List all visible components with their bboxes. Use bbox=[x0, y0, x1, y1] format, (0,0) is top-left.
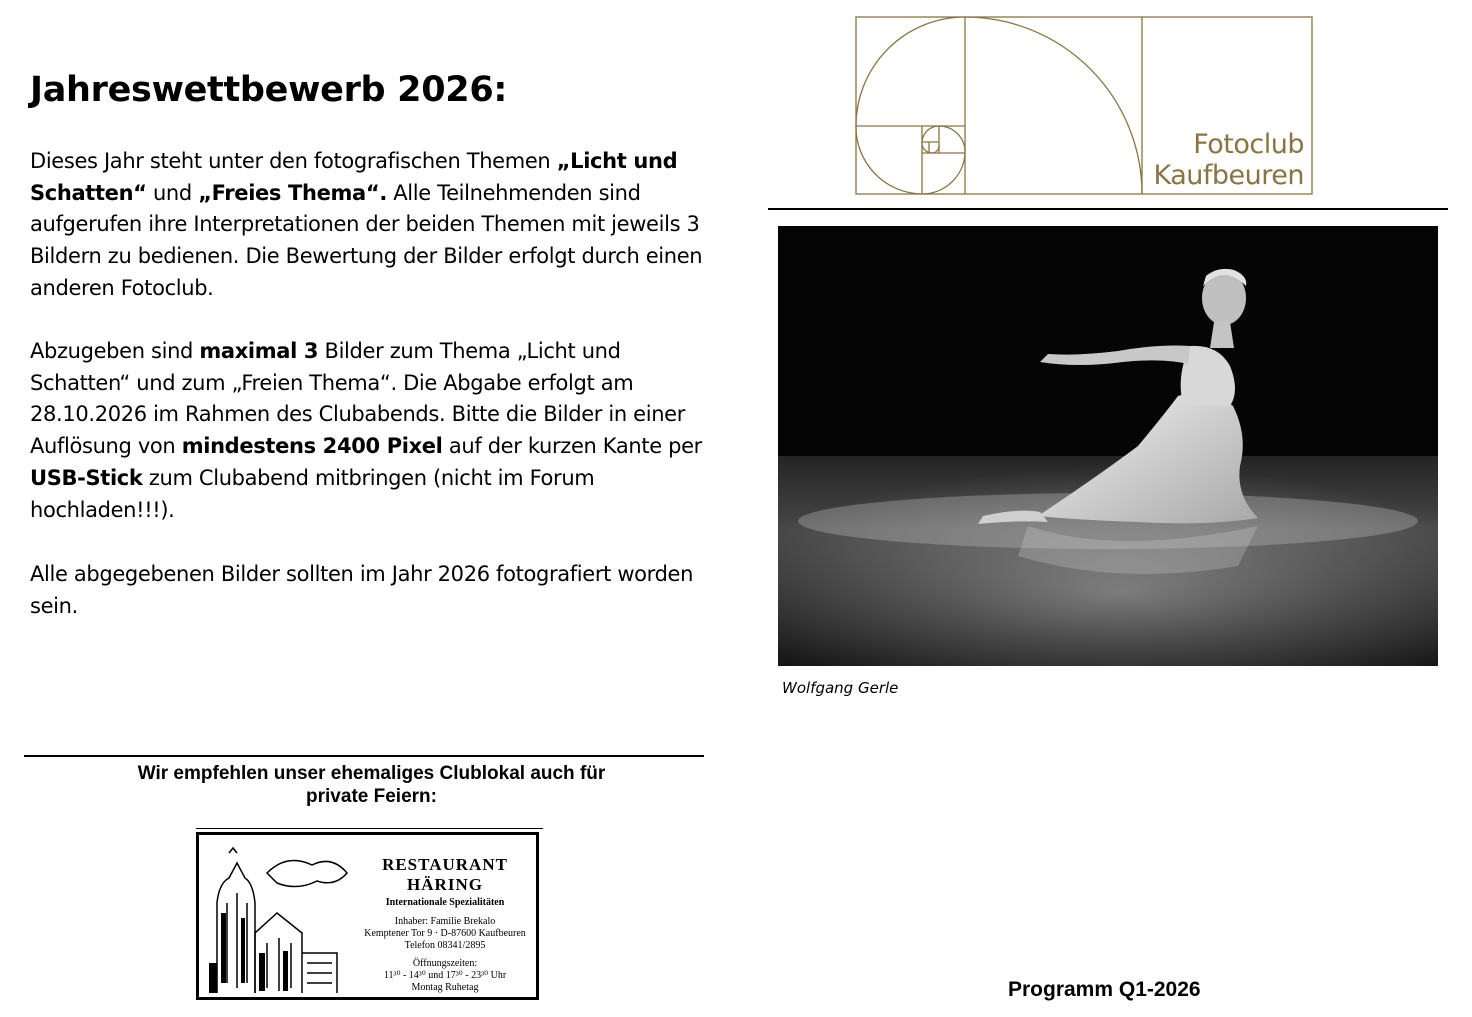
ad-top-line bbox=[196, 828, 543, 829]
fotoclub-logo bbox=[855, 16, 1313, 195]
restaurant-address: Kemptener Tor 9 · D-87600 Kaufbeuren bbox=[364, 928, 526, 939]
photo-caption: Wolfgang Gerle bbox=[782, 679, 899, 697]
closing-paragraph: Alle abgegebenen Bilder sollten im Jahr 2026 fotografiert worden sein. bbox=[30, 562, 694, 618]
program-footer: Programm Q1-2026 bbox=[1008, 978, 1201, 1001]
dancer-photo bbox=[778, 226, 1438, 666]
page-title: Jahreswettbewerb 2026: bbox=[30, 70, 508, 110]
restaurant-name-line2: HÄRING bbox=[407, 875, 483, 894]
recommendation-text bbox=[24, 762, 719, 808]
restaurant-rest-day: Montag Ruhetag bbox=[411, 982, 479, 993]
restaurant-owner: Inhaber: Familie Brekalo bbox=[394, 916, 496, 927]
restaurant-hours-label: Öffnungszeiten: bbox=[412, 958, 478, 969]
divider-top-right bbox=[768, 208, 1448, 210]
submission-paragraph: Abzugeben sind maximal 3 Bilder zum Thema „Licht und Schatten“ und zum „Freien Thema“. Die Abgabe erfolgt am 28.10.2026 im Rahmen des Clubabends. Bitte die Bilder in einer Auflösung von mindestens 2400 Pixel auf der kurzen Kante per USB-Stick zum Clubabend mitbringen (nicht im Forum hochladen!!!). bbox=[30, 339, 702, 522]
restaurant-name-line1: RESTAURANT bbox=[382, 855, 508, 874]
intro-paragraph: Dieses Jahr steht unter den fotografischen Themen „Licht und Schatten“ und „Freies Thema“. Alle Teilnehmenden sind aufgerufen ihre Interpretationen der beiden Themen mit jeweils 3 Bildern zu bedienen. Die Bewertung der Bilder erfolgt durch einen anderen Fotoclub. bbox=[30, 149, 703, 300]
logo-text-line1: Fotoclub bbox=[1193, 129, 1304, 160]
church-sketch-icon bbox=[207, 843, 357, 993]
logo-text-line2: Kaufbeuren bbox=[1153, 160, 1304, 191]
recommendation-line2: private Feiern: bbox=[306, 786, 437, 807]
restaurant-ad-text bbox=[357, 855, 533, 994]
recommendation-line1: Wir empfehlen unser ehemaliges Clublokal auch für bbox=[137, 763, 606, 784]
restaurant-subtitle: Internationale Spezialitäten bbox=[385, 897, 505, 908]
restaurant-hours: 11³⁰ - 14³⁰ und 17³⁰ - 23³⁰ Uhr bbox=[383, 970, 507, 981]
divider-bottom-left bbox=[24, 755, 704, 757]
restaurant-phone: Telefon 08341/2895 bbox=[404, 940, 486, 951]
restaurant-ad bbox=[196, 832, 539, 1000]
